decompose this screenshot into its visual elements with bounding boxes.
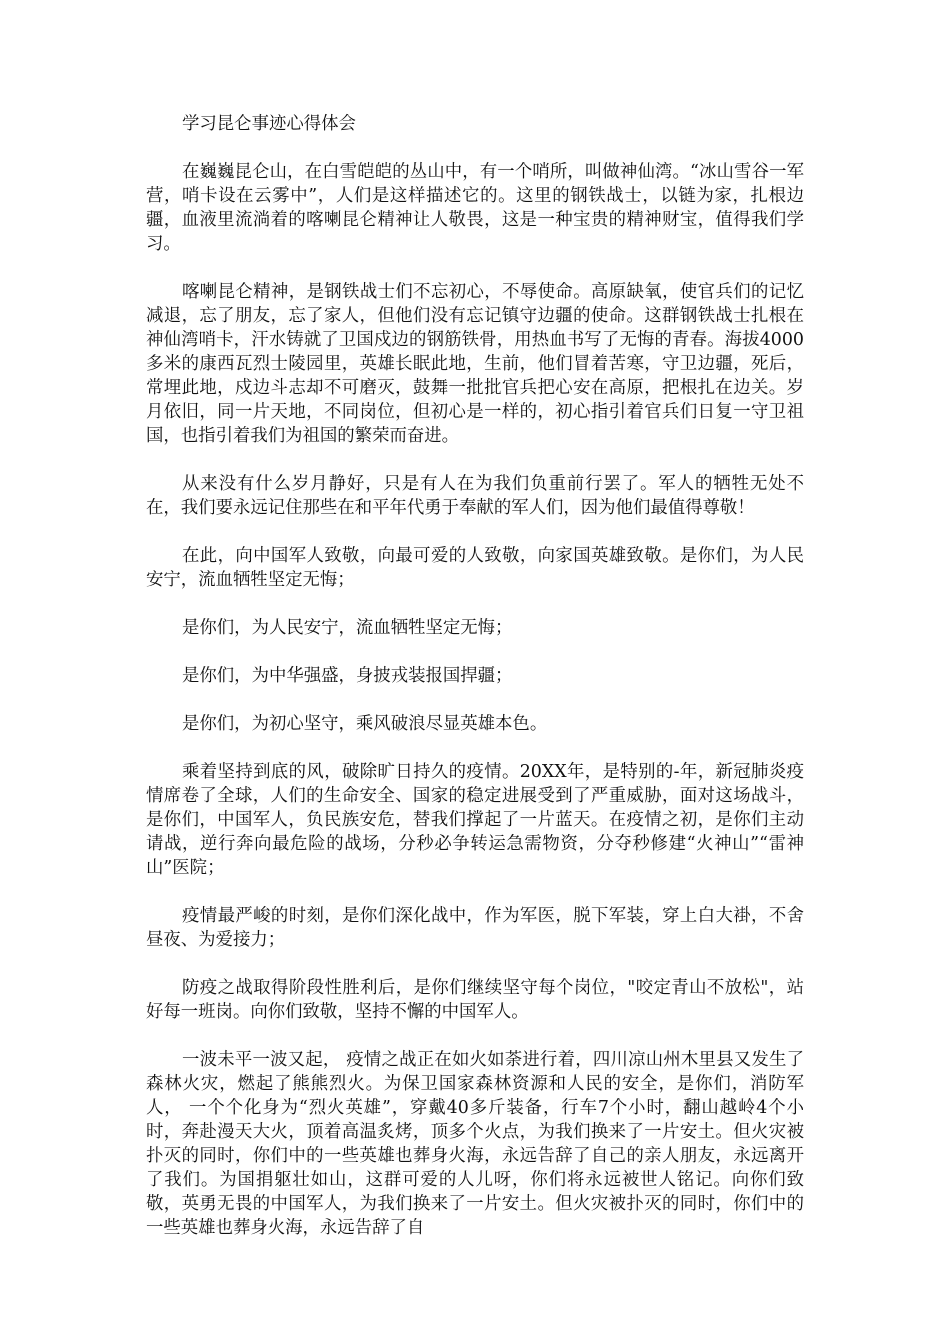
paragraph-refrain-3: 是你们，为初心坚守，乘风破浪尽显英雄本色。: [182, 714, 548, 734]
paragraph-salute: 在此，向中国军人致敬，向最可爱的人致敬，向家国英雄致敬。是你们，为人民安宁，流血牺牲坚定无悔；: [146, 546, 804, 590]
paragraph-refrain-1: 是你们，为人民安宁，流血牺牲坚定无悔；: [182, 618, 513, 638]
paragraph-forest-fire: 一波未平一波又起， 疫情之战正在如火如荼进行着，四川凉山州木里县又发生了森林火灾，燃起了熊熊烈火。为保卫国家森林资源和人民的安全，是你们，消防军人， 一个个化身为“烈火英雄”，穿戴40多斤装备，行车7个小时，翻山越岭4个小时，奔赴漫天大火，顶着高温炙烤，顶多个火点，为我们换来了一片安土。但火灾被扑灭的同时，你们中的一些英雄也葬身火海，永远告辞了自己的亲人朋友，永远离开了我们。为国捐躯壮如山，这群可爱的人儿呀，你们将永远被世人铭记。向你们致敬，英勇无畏的中国军人，为我们换来了一片安土。但火灾被扑灭的同时，你们中的一些英雄也葬身火海，永远告辞了自: [146, 1050, 804, 1238]
document-body: [146, 112, 804, 1240]
paragraph-stand-guard: 防疫之战取得阶段性胜利后，是你们继续坚守每个岗位，"咬定青山不放松"，站好每一班岗。向你们致敬，坚持不懈的中国军人。: [146, 978, 804, 1022]
paragraph-refrain-2: 是你们，为中华强盛，身披戎装报国捍疆；: [182, 666, 513, 686]
document-title: 学习昆仑事迹心得体会: [182, 114, 356, 134]
paragraph-karakoram-spirit: 喀喇昆仑精神，是钢铁战士们不忘初心，不辱使命。高原缺氧，使官兵们的记忆减退，忘了朋友，忘了家人，但他们没有忘记镇守边疆的使命。这群钢铁战士扎根在神仙湾哨卡，汗水铸就了卫国戍边的钢筋铁骨，用热血书写了无悔的青春。海拔4000多米的康西瓦烈士陵园里，英雄长眠此地，生前，他们冒着苦寒，守卫边疆，死后，常埋此地，戍边斗志却不可磨灭，鼓舞一批批官兵把心安在高原，把根扎在边关。岁月依旧，同一片天地，不同岗位，但初心是一样的，初心指引着官兵们日复一守卫祖国，也指引着我们为祖国的繁荣而奋进。: [146, 282, 804, 446]
paragraph-military-doctors: 疫情最严峻的时刻，是你们深化战中，作为军医，脱下军装，穿上白大褂，不舍昼夜、为爱接力；: [146, 906, 804, 950]
paragraph-epidemic: 乘着坚持到底的风，破除旷日持久的疫情。20XX年，是特别的-年，新冠肺炎疫情席卷了全球，人们的生命安全、国家的稳定进展受到了严重威胁，面对这场战斗，是你们，中国军人，负民族安危，替我们撑起了一片蓝天。在疫情之初，是你们主动请战，逆行奔向最危险的战场，分秒必争转运急需物资，分夺秒修建“火神山”“雷神山”医院；: [146, 762, 804, 878]
paragraph-sacrifice: 从来没有什么岁月静好，只是有人在为我们负重前行罢了。军人的牺牲无处不在，我们要永远记住那些在和平年代勇于奉献的军人们，因为他们最值得尊敬！: [146, 474, 804, 518]
paragraph-intro: 在巍巍昆仑山，在白雪皑皑的丛山中，有一个哨所，叫做神仙湾。“冰山雪谷一军营，哨卡设在云雾中”，人们是这样描述它的。这里的钢铁战士，以链为家，扎根边疆，血液里流淌着的喀喇昆仑精神让人敬畏，这是一种宝贵的精神财宝，值得我们学习。: [146, 162, 804, 254]
